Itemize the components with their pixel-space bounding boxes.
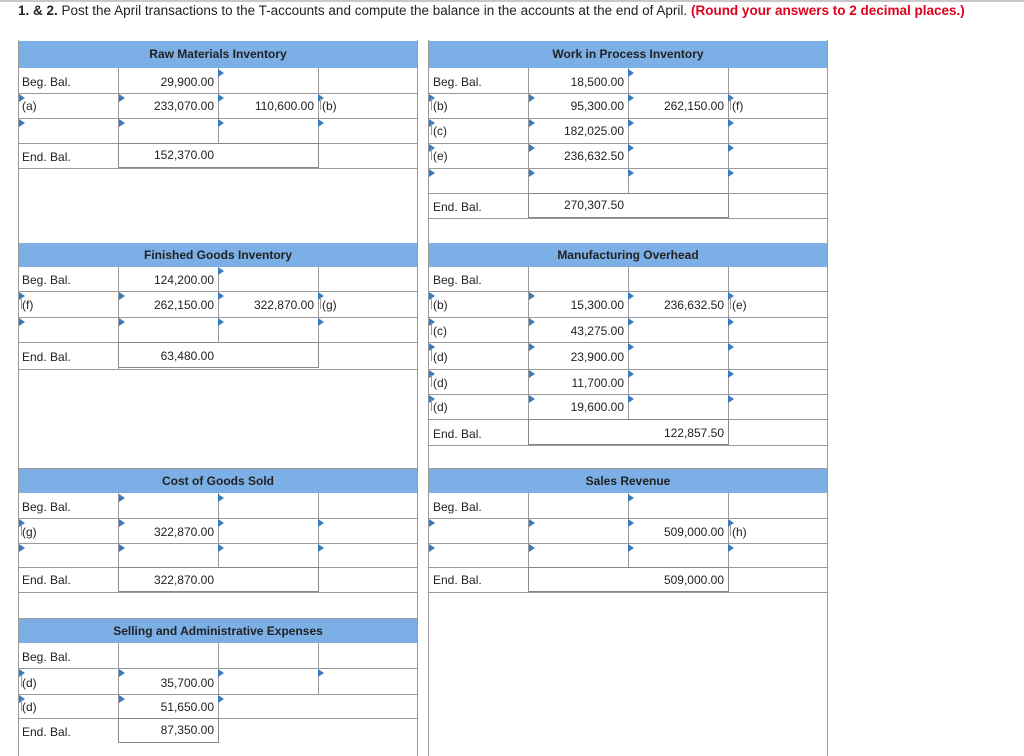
dropdown-arrow-icon[interactable] [218, 119, 224, 127]
sga-end-label: End. Bal. [22, 725, 71, 739]
dropdown-arrow-icon[interactable] [728, 119, 734, 127]
dropdown-arrow-icon[interactable] [218, 669, 224, 677]
dropdown-arrow-icon[interactable] [19, 318, 25, 326]
finished-goods-title: Finished Goods Inventory [19, 243, 417, 267]
grid-left-border [18, 40, 19, 756]
overhead-beg-label: Beg. Bal. [433, 273, 482, 287]
heading-text: Post the April transactions to the T-accounts and compute the balance in the accounts at the end of April. [57, 3, 688, 18]
grid-col-divider [417, 40, 418, 756]
dropdown-arrow-icon[interactable] [628, 144, 634, 152]
label-bracket [431, 375, 432, 387]
finished-goods-g-credit[interactable]: 322,870.00 [253, 298, 314, 312]
grid-row-line [428, 445, 827, 446]
t-account-divider [318, 493, 319, 567]
dropdown-arrow-icon[interactable] [628, 494, 634, 502]
dropdown-arrow-icon[interactable] [728, 169, 734, 177]
dropdown-arrow-icon[interactable] [628, 343, 634, 351]
label-bracket [431, 123, 432, 135]
cogs-beg-label: Beg. Bal. [22, 500, 71, 514]
raw-materials-a-label[interactable]: (a) [22, 99, 37, 113]
dropdown-arrow-icon[interactable] [19, 119, 25, 127]
wip-title: Work in Process Inventory [429, 41, 827, 68]
overhead-e-label[interactable]: (e) [732, 298, 747, 312]
t-account-divider [318, 68, 319, 143]
dropdown-arrow-icon[interactable] [218, 544, 224, 552]
dropdown-arrow-icon[interactable] [119, 544, 125, 552]
dropdown-arrow-icon[interactable] [218, 69, 224, 77]
cogs-end-label: End. Bal. [22, 573, 71, 587]
raw-materials-title: Raw Materials Inventory [19, 41, 417, 68]
sales-title: Sales Revenue [429, 469, 827, 493]
cogs-end-debit[interactable]: 322,870.00 [153, 573, 214, 587]
dropdown-arrow-icon[interactable] [628, 544, 634, 552]
dropdown-arrow-icon[interactable] [119, 318, 125, 326]
sales-h-label[interactable]: (h) [732, 525, 747, 539]
dropdown-arrow-icon[interactable] [429, 544, 435, 552]
sga-title: Selling and Administrative Expenses [19, 619, 417, 643]
label-bracket [431, 297, 432, 309]
dropdown-arrow-icon[interactable] [628, 370, 634, 378]
heading-number: 1. & 2. [18, 3, 58, 18]
grid-row-line [18, 168, 417, 169]
dropdown-arrow-icon[interactable] [318, 669, 324, 677]
dropdown-arrow-icon[interactable] [119, 494, 125, 502]
cogs-title: Cost of Goods Sold [19, 469, 417, 493]
wip-b-label[interactable]: (b) [433, 99, 448, 113]
finished-goods-end-debit[interactable]: 63,480.00 [160, 349, 214, 363]
overhead-d1-debit[interactable]: 23,900.00 [570, 350, 624, 364]
raw-materials-beg-label: Beg. Bal. [22, 75, 71, 89]
label-bracket [730, 524, 731, 536]
dropdown-arrow-icon[interactable] [728, 343, 734, 351]
grid-row-line [428, 218, 827, 219]
wip-beg-debit[interactable]: 18,500.00 [570, 75, 624, 89]
grid-row-line [18, 592, 417, 593]
dropdown-arrow-icon[interactable] [218, 519, 224, 527]
dropdown-arrow-icon[interactable] [728, 370, 734, 378]
t-account-divider [728, 493, 729, 567]
wip-end-label: End. Bal. [433, 200, 482, 214]
label-bracket [431, 399, 432, 411]
wip-c-label[interactable]: (c) [433, 124, 447, 138]
finished-goods-g-label[interactable]: (g) [322, 298, 337, 312]
finished-goods-beg-debit[interactable]: 124,200.00 [153, 273, 214, 287]
label-bracket [431, 349, 432, 361]
sga-d2-label[interactable]: (d) [22, 700, 37, 714]
finished-goods-beg-label: Beg. Bal. [22, 273, 71, 287]
t-account-divider [318, 266, 319, 342]
sga-d1-debit[interactable]: 35,700.00 [160, 676, 214, 690]
cogs-g-debit[interactable]: 322,870.00 [153, 525, 214, 539]
sales-beg-label: Beg. Bal. [433, 500, 482, 514]
dropdown-arrow-icon[interactable] [728, 395, 734, 403]
dropdown-arrow-icon[interactable] [218, 695, 224, 703]
dropdown-arrow-icon[interactable] [529, 169, 535, 177]
heading-emphasis: (Round your answers to 2 decimal places.) [690, 3, 965, 18]
t-account-divider [218, 68, 219, 143]
instruction-heading [18, 3, 965, 18]
label-bracket [730, 297, 731, 309]
dropdown-arrow-icon[interactable] [728, 144, 734, 152]
sga-d2-debit[interactable]: 51,650.00 [160, 700, 214, 714]
label-bracket [431, 323, 432, 335]
dropdown-arrow-icon[interactable] [19, 544, 25, 552]
label-bracket [431, 148, 432, 160]
wip-b-debit[interactable]: 95,300.00 [570, 99, 624, 113]
finished-goods-f-debit[interactable]: 262,150.00 [153, 298, 214, 312]
sga-d1-label[interactable]: (d) [22, 676, 37, 690]
dropdown-arrow-icon[interactable] [628, 119, 634, 127]
finished-goods-f-label[interactable]: (f) [22, 298, 34, 312]
sales-end-credit[interactable]: 509,000.00 [663, 573, 724, 587]
label-bracket [730, 98, 731, 110]
dropdown-arrow-icon[interactable] [318, 119, 324, 127]
overhead-d2-label[interactable]: (d) [433, 376, 448, 390]
finished-goods-end-label: End. Bal. [22, 350, 71, 364]
grid-row-line [428, 592, 827, 593]
cogs-g-label[interactable]: (g) [22, 525, 37, 539]
raw-materials-beg-debit[interactable]: 29,900.00 [160, 75, 214, 89]
overhead-d2-debit[interactable]: 11,700.00 [571, 376, 624, 390]
raw-materials-b-label[interactable]: (b) [322, 99, 337, 113]
raw-materials-end-debit[interactable]: 152,370.00 [153, 148, 214, 162]
wip-beg-label: Beg. Bal. [433, 75, 482, 89]
dropdown-arrow-icon[interactable] [728, 544, 734, 552]
wip-e-debit[interactable]: 236,632.50 [563, 149, 624, 163]
dropdown-arrow-icon[interactable] [318, 318, 324, 326]
t-account-divider [218, 266, 219, 342]
dropdown-arrow-icon[interactable] [728, 318, 734, 326]
dropdown-arrow-icon[interactable] [218, 267, 224, 275]
label-bracket [320, 297, 321, 309]
overhead-c-debit[interactable]: 43,275.00 [570, 324, 624, 338]
overhead-b-label[interactable]: (b) [433, 298, 448, 312]
overhead-b-debit[interactable]: 15,300.00 [570, 298, 624, 312]
sga-end-debit[interactable]: 87,350.00 [160, 723, 214, 737]
wip-c-debit[interactable]: 182,025.00 [563, 124, 624, 138]
wip-end-debit[interactable]: 270,307.50 [563, 198, 624, 212]
dropdown-arrow-icon[interactable] [429, 519, 435, 527]
sales-h-credit[interactable]: 509,000.00 [663, 525, 724, 539]
overhead-d3-label[interactable]: (d) [433, 400, 448, 414]
overhead-end-label: End. Bal. [433, 427, 482, 441]
label-bracket [431, 98, 432, 110]
dropdown-arrow-icon[interactable] [318, 519, 324, 527]
wip-f-credit[interactable]: 262,150.00 [663, 99, 724, 113]
top-divider [0, 0, 1024, 2]
dropdown-arrow-icon[interactable] [529, 544, 535, 552]
sales-end-label: End. Bal. [433, 573, 482, 587]
overhead-d1-label[interactable]: (d) [433, 350, 448, 364]
dropdown-arrow-icon[interactable] [318, 544, 324, 552]
overhead-title: Manufacturing Overhead [429, 243, 827, 267]
raw-materials-a-debit[interactable]: 233,070.00 [153, 99, 214, 113]
dropdown-arrow-icon[interactable] [628, 69, 634, 77]
overhead-c-label[interactable]: (c) [433, 324, 447, 338]
raw-materials-b-credit[interactable]: 110,600.00 [254, 99, 314, 113]
dropdown-arrow-icon[interactable] [218, 318, 224, 326]
label-bracket [320, 98, 321, 110]
grid-right-border [827, 40, 828, 756]
dropdown-arrow-icon[interactable] [628, 318, 634, 326]
dropdown-arrow-icon[interactable] [628, 169, 634, 177]
dropdown-arrow-icon[interactable] [628, 395, 634, 403]
dropdown-arrow-icon[interactable] [119, 119, 125, 127]
wip-e-label[interactable]: (e) [433, 149, 448, 163]
dropdown-arrow-icon[interactable] [529, 519, 535, 527]
dropdown-arrow-icon[interactable] [429, 169, 435, 177]
raw-materials-end-label: End. Bal. [22, 150, 71, 164]
overhead-e-credit[interactable]: 236,632.50 [663, 298, 724, 312]
wip-f-label[interactable]: (f) [732, 99, 744, 113]
sga-beg-label: Beg. Bal. [22, 650, 71, 664]
overhead-d3-debit[interactable]: 19,600.00 [570, 400, 624, 414]
grid-row-line [18, 369, 417, 370]
overhead-end-credit[interactable]: 122,857.50 [663, 426, 724, 440]
dropdown-arrow-icon[interactable] [218, 494, 224, 502]
